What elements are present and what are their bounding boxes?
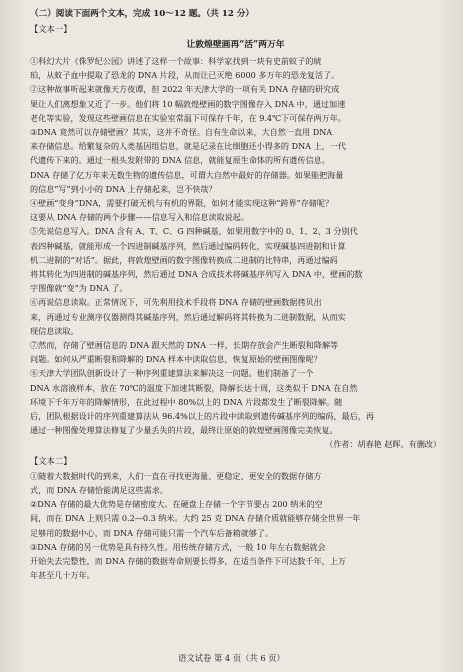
text-line: 将其转化为四进制的碱基序列，然后通过 DNA 合成技术将碱基序列写入 DNA 中，壁画的数: [30, 269, 363, 280]
article-headline: 让敦煌壁画再“活”两万年: [186, 40, 285, 50]
text-line: 来，再通过专业测序仪器测得其碱基序列，然后通过解码将其转换为二进制数据，从而实: [30, 311, 346, 322]
paragraph: [30, 366, 441, 437]
paragraph: [30, 469, 441, 497]
text-line: 后，团队根据设计的序列重建算法从 96.4%以上的片段中读取到遗传碱基序列的编码，最后，再: [30, 411, 374, 422]
text-line: ⑦然而，存储了壁画信息的 DNA 跟天然的 DNA 一样，长期存放会产生断裂和降解等: [30, 340, 339, 351]
text-line: 老化等实验，发现这些壁画信息在实验室常温下可保存千年，在 9.4℃下可保存两万年。: [30, 112, 346, 123]
text-line: 现信息读取。: [30, 325, 79, 336]
text-line: DNA 水溶液样本，放在 70℃的温度下加速其断裂，降解长达十周，这类似于 DNA 在自然: [30, 382, 358, 393]
text1-tag: 【文本一】: [30, 24, 72, 34]
text-line: DNA 存储了亿万年来无数生物的遗传信息，可谓大自然中最好的存储器。如果能把海量: [30, 169, 344, 180]
text-line: 足够用的数据中心，而 DNA 存储可能只需一个汽车后备箱就够了。: [30, 527, 274, 538]
text1-body: [30, 54, 441, 452]
paragraph: [30, 295, 441, 338]
text-line: ⑧天津大学团队创新设计了一种序列重建算法来解决这一问题。他们制备了一个: [30, 368, 314, 379]
text-line: 年甚至几十万年。: [30, 570, 95, 581]
paragraph: [30, 224, 441, 295]
text-line: ⑤先说信息写入。DNA 含有 A、T、C、G 四种碱基，如果用数字中的 0、1、2、3 分别代: [30, 226, 358, 237]
text-line: 式，而 DNA 存储恰能满足这些需求。: [30, 484, 168, 495]
text-line: 通过一种图像处理算法修复了少量丢失的片段，最终让原始的敦煌壁画图像完美恢复。: [30, 425, 338, 436]
text2-body: [30, 469, 441, 583]
page-footer: 语文试卷 第 4 页（共 6 页）: [178, 653, 285, 663]
text-line: 问题。如何从严重断裂和降解的 DNA 样本中读取信息，恢复原始的壁画图像呢？: [30, 354, 322, 365]
text-line: ③DNA 竟然可以存储壁画？其实，这并不奇怪。自有生命以来，大自然一直用 DNA: [30, 127, 333, 138]
paragraph: [30, 497, 441, 540]
text-line: 机二进制的“对话”。据此，将敦煌壁画的数字图像转换成二进制的比特串，再通过编码: [30, 254, 338, 265]
text-line: 字图像就“变”为 DNA 了。: [30, 283, 128, 294]
text-line: 环境下千年万年的降解情形，在此过程中 80%以上的 DNA 片段都发生了断裂降解。随: [30, 396, 343, 407]
text2-tag: 【文本二】: [30, 455, 72, 466]
text-line: 这要从 DNA 存储的两个步骤——信息写入和信息读取说起。: [30, 212, 249, 223]
text-line: ④壁画“变身”DNA，需要打破无机与有机的界限，如何才能实现这种“跨界”存储呢？: [30, 198, 334, 209]
text-line: 果让人们离想象又近了一步。他们将 10 幅敦煌壁画的数字图像存入 DNA 中，通过加速: [30, 98, 346, 109]
paragraph: [30, 125, 441, 196]
paragraph: [30, 196, 441, 224]
text-line: ②这种故事听起来就像天方夜谭，但 2022 年天津大学的一项有关 DNA 存储的研究成: [30, 84, 340, 95]
paragraph: [30, 82, 441, 125]
paragraph: [30, 540, 441, 583]
text-line: 代遗传下来的。通过一根头发附带的 DNA 信息，就能复原生命体的所有遗传信息。: [30, 155, 330, 166]
section-title: （二）阅读下面两个文本，完成 10～12 题。（共 12 分）: [30, 9, 255, 19]
text-line: ②DNA 存储的最大优势是存储密度大。在硬盘上存储一个字节要占 200 纳米的空: [30, 499, 323, 510]
text-line: 开始失去完整性，而 DNA 存储的数据寿命则要长得多，在适当条件下可达数千年，上万: [30, 555, 346, 566]
text-line: 来存储信息。给繁复杂的人类基因组信息，就是记录在比细胞还小得多的 DNA 上，一代: [30, 141, 346, 152]
text-line: ③DNA 存储的另一优势是具有持久性。用传统存储方式，一般 10 年左右数据就会: [30, 541, 326, 552]
paragraph: [30, 338, 441, 366]
text-line: ①随着大数据时代的到来，人们一直在寻找更海量、更稳定、更安全的数据存储方: [30, 470, 322, 481]
text-line: 间，而在 DNA 上则只需 0.2—0.3 纳米。大约 25 克 DNA 存储介质就能够存储全世界一年: [30, 513, 361, 524]
text-line: ⑥再说信息读取。正常情况下，可先利用技术手段将 DNA 存储的壁画数据拷贝出: [30, 297, 322, 308]
text-line: 的信息“写”到小小的 DNA 上存储起来，岂不快哉？: [30, 183, 217, 194]
author-credit: （作者：胡春艳 赵晖。有删改）: [325, 439, 441, 450]
paragraph: [30, 54, 441, 82]
text-line: ①科幻大片《侏罗纪公园》讲述了这样一个故事：科学家找到一块有史前蚊子的琥: [30, 56, 322, 66]
text-line: 表四种碱基，就能形成一个四进制碱基序列，然后通过编码转化，实现碱基四进制和计算: [30, 240, 346, 251]
text-line: 珀，从蚊子血中提取了恐龙的 DNA 片段，从而让已灭绝 6000 多万年的恐龙复活了。: [30, 70, 340, 81]
